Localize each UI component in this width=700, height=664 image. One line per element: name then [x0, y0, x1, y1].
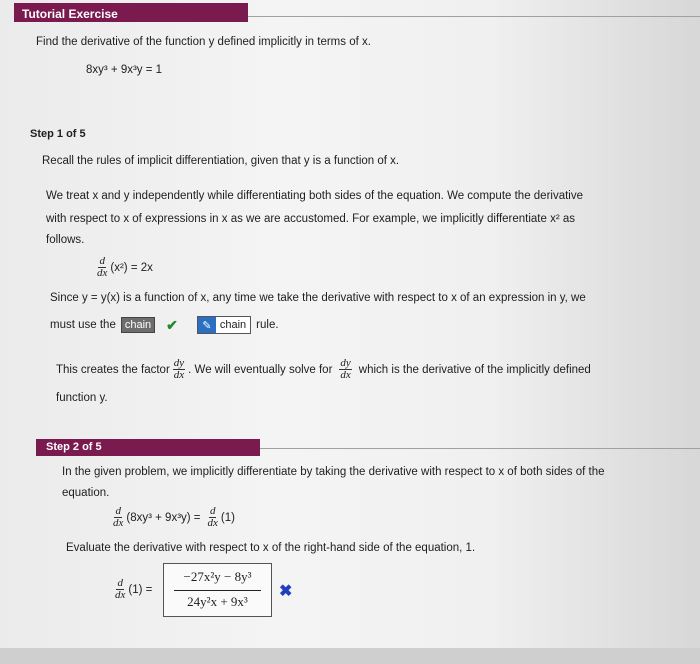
example-expression: (x²) = 2x: [110, 261, 153, 274]
factor-line: [56, 358, 591, 381]
eval-lhs: [114, 578, 152, 601]
problem-prompt: Find the derivative of the function y defined implicitly in terms of x.: [36, 36, 371, 48]
step1-para-line1: We treat x and y independently while differentiating both sides of the equation. We compute the derivative: [46, 190, 584, 202]
fraction-denominator: dx: [97, 267, 108, 279]
eval-lhs-text: (1) =: [128, 583, 153, 596]
problem-equation: 8xy³ + 9x³y = 1: [86, 64, 163, 76]
cross-icon: ✖: [279, 583, 293, 600]
dx-denominator-2: dx: [340, 369, 351, 381]
answer-fraction-bar: [174, 590, 261, 591]
tutorial-exercise-tab: [14, 3, 248, 22]
step2-divider: [260, 448, 700, 449]
header-divider: [248, 16, 700, 17]
step1-para-line2: with respect to x of expressions in x as we are accustomed. For example, we implicitly differentiate x² as: [46, 213, 576, 225]
hint-label: chain: [219, 319, 247, 331]
fraction-numerator: d: [99, 255, 105, 267]
function-y-text: function y.: [56, 392, 108, 404]
rule-text: rule.: [256, 319, 279, 331]
chain-hint-button[interactable]: [197, 316, 251, 334]
d-dx-left: [112, 506, 124, 529]
step2-tab[interactable]: [36, 439, 260, 456]
d-left-num: d: [115, 505, 121, 517]
example-derivative: [96, 256, 153, 279]
diff-rhs: (1): [220, 511, 235, 524]
dy-numerator-2: dy: [340, 357, 351, 369]
answer-numerator: −27x²y − 8y³: [183, 569, 252, 584]
tab-label: Tutorial Exercise: [22, 7, 118, 21]
chain-answer-field[interactable]: chain: [121, 317, 155, 333]
step2-line2: equation.: [62, 487, 110, 499]
check-icon: ✔: [166, 316, 178, 333]
bottom-strip: [0, 648, 700, 664]
step2-tab-label: Step 2 of 5: [46, 441, 102, 453]
dx-denominator: dx: [173, 369, 185, 381]
factor-text-a: This creates the factor: [56, 363, 170, 376]
d-right-num: d: [209, 505, 216, 517]
must-use-text: must use the: [50, 319, 116, 331]
answer-denominator: 24y²x + 9x³: [187, 594, 248, 609]
evaluate-line: Evaluate the derivative with respect to x of the right-hand side of the equation, 1.: [66, 542, 476, 554]
d-dx-right: [207, 506, 219, 529]
d-left-den: dx: [113, 517, 124, 529]
step2-diff-equation: [112, 506, 235, 529]
d-dx-eval: [114, 578, 126, 601]
d-eval-num: d: [117, 577, 123, 589]
d-eval-den: dx: [115, 589, 126, 601]
answer-input[interactable]: [163, 563, 272, 617]
chain-rule-line: [50, 316, 279, 334]
pencil-icon: ✎: [198, 317, 216, 333]
d-dx-fraction: [96, 256, 108, 279]
since-line: Since y = y(x) is a function of x, any time we take the derivative with respect to x of an expression in y, we: [50, 292, 586, 304]
diff-expression: (8xy³ + 9x³y) =: [126, 511, 201, 524]
dy-numerator: dy: [173, 357, 185, 369]
step2-line1: In the given problem, we implicitly differentiate by taking the derivative with respect to x of both sides of the: [62, 466, 605, 478]
step1-title: Step 1 of 5: [30, 128, 86, 140]
dy-dx-fraction-2: [339, 358, 351, 381]
step1-para-line3: follows.: [46, 234, 85, 246]
dy-dx-fraction: [173, 358, 185, 381]
factor-text-c: which is the derivative of the implicitly defined: [358, 363, 591, 376]
d-right-den: dx: [207, 517, 218, 529]
factor-text-b: . We will eventually solve for: [188, 363, 333, 376]
step1-recall: Recall the rules of implicit differentiation, given that y is a function of x.: [42, 155, 400, 167]
